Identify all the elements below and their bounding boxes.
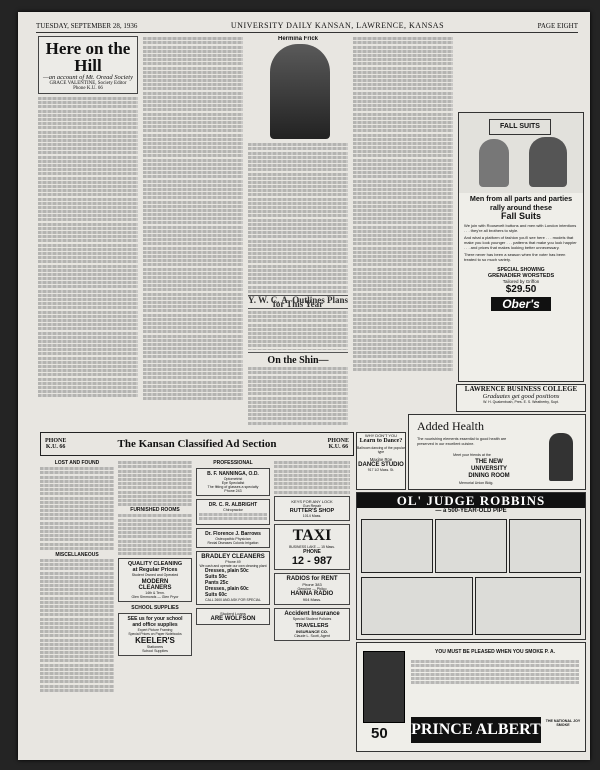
- radios-name: HANNA RADIO: [290, 590, 334, 597]
- dance-studio: DANCE STUDIO: [358, 462, 404, 468]
- nanninga-title: Optometrist: [223, 477, 243, 481]
- comic-panel-4: [361, 577, 473, 635]
- dance-q2: Learn to Dance?: [359, 438, 403, 444]
- see-l1: SEE us for your school: [127, 616, 183, 623]
- classified-header: [40, 432, 354, 456]
- barrows-body: Rectal Diseases Colonic Irrigation: [207, 540, 259, 545]
- added-health-meet: Meet your friends at the: [453, 453, 491, 457]
- student-l2: ARE WOLFSON: [210, 615, 256, 622]
- hill-title: Here on the Hill: [45, 39, 131, 75]
- portrait-photo: [270, 44, 330, 139]
- added-health-addr: Memorial Union Bldg.: [459, 481, 494, 485]
- column-1: [38, 36, 138, 426]
- taxi-sub: BUSINESS LAKE — 15 Mass.: [289, 544, 335, 549]
- added-health-names: [449, 459, 529, 480]
- bradley-phone: Phone 49: [225, 559, 241, 564]
- bradley-price-3: 60c: [240, 585, 249, 592]
- student-loans-ad: [196, 608, 270, 625]
- quality-l1: QUALITY CLEANING: [127, 561, 183, 568]
- rutter-l1: KEYS FOR ANY LOCK: [291, 498, 333, 504]
- column-4-text: [353, 37, 453, 371]
- accident-title: Accident Insurance: [284, 610, 340, 617]
- taxi-phone-label: PHONE: [303, 548, 321, 555]
- added-health-body: The nourishing elements essential to good health are preserved in our excellent cuisine.: [417, 437, 507, 446]
- bradley-footer: CALL 2600 AND ASK FOR SPECIAL: [205, 597, 261, 602]
- column-2-text: [143, 37, 243, 400]
- phone-number-left: K.U. 66: [45, 444, 66, 450]
- hill-phone: Phone K.U. 66: [73, 86, 103, 91]
- fall-price: $29.50: [505, 283, 537, 295]
- accident-insurance-ad: [274, 608, 350, 641]
- rutter-l3: RUTTER'S SHOP: [289, 507, 335, 514]
- nanninga-ad: [196, 468, 270, 496]
- barrows-ad: [196, 528, 270, 548]
- quality-cleaning-ad: [118, 558, 192, 602]
- judge-subtitle: — a 500-YEAR-OLD PIPE: [435, 508, 507, 514]
- fall-headline: [459, 193, 583, 221]
- bradley-name: BRADLEY CLEANERS: [201, 553, 265, 560]
- accident-name2: INSURANCE CO.: [295, 628, 328, 634]
- waiter-figure: [549, 433, 573, 481]
- classified-title: The Kansan Classified Ad Section: [117, 438, 277, 450]
- prince-box-number: 50: [371, 725, 388, 742]
- nanninga-name: B. F. NANNINGA, O.D.: [207, 471, 259, 477]
- taxi-number: 12 - 987: [291, 554, 333, 567]
- radios-body: Genuine — Philco: [297, 586, 327, 591]
- lbc-subtitle: Graduates get good positions: [482, 393, 560, 400]
- lawrence-business-college-ad: [456, 384, 586, 412]
- comic-panel-3: [509, 519, 581, 573]
- added-health-title: Added Health: [417, 419, 484, 433]
- hill-editor: GRACE VALENTINE, Society Editor: [49, 81, 127, 86]
- dance-studio-ad: [356, 432, 406, 490]
- barrows-title: Osteopathic Physician: [215, 536, 251, 541]
- fall-special: SPECIAL SHOWING: [497, 266, 545, 273]
- keelers-ad: [118, 613, 192, 656]
- keelers-name3: School Supplies: [142, 649, 168, 654]
- masthead-date: TUESDAY, SEPTEMBER 28, 1936: [36, 22, 138, 30]
- fall-suits-illustration: [459, 113, 583, 193]
- see-l2: and office supplies: [132, 622, 178, 629]
- bradley-item-0: Dresses, plain: [205, 567, 239, 574]
- fall-body-3: There never has been a season when the voter has been treated to so much variety.: [464, 251, 566, 262]
- fall-body: [459, 221, 583, 264]
- dance-addr: 917 1/2 Mass. St.: [367, 468, 395, 472]
- accident-name: TRAVELERS: [295, 622, 329, 629]
- lbc-names: W. H. Quakenbush, Pres. E. S. Weatherby, Supt.: [483, 400, 559, 404]
- comic-panel-2: [435, 519, 507, 573]
- phone-number-right: K.U. 66: [328, 444, 349, 450]
- taxi-title: TAXI: [292, 526, 332, 544]
- fall-suits-ad: [458, 112, 584, 382]
- dance-school: Maxine Roe: [369, 457, 393, 462]
- prince-body: [411, 659, 579, 685]
- nanninga-body2: The fitting of glasses a specialty: [207, 485, 259, 489]
- shin-headline: On the Shin—: [267, 355, 329, 366]
- donkey-figure: [479, 139, 509, 187]
- quality-l4: MODERN: [141, 579, 169, 586]
- bradley-ad: [196, 551, 270, 605]
- added-name-2: UNIVERSITY: [470, 466, 507, 472]
- quality-l2: at Regular Prices: [132, 567, 178, 574]
- phone-label-right: PHONE: [327, 438, 349, 444]
- rutter-ad: [274, 496, 350, 521]
- taxi-ad: [274, 524, 350, 570]
- column-2: [143, 36, 243, 426]
- masthead-page: PAGE EIGHT: [537, 22, 578, 30]
- student-l1: Student Loans: [220, 610, 246, 616]
- rutter-l2: Gun Repair: [302, 503, 322, 508]
- prince-name: PRINCE ALBERT: [411, 717, 541, 743]
- column-1-text: [38, 97, 138, 397]
- masthead: [36, 16, 578, 33]
- fall-body-2: And what a platform of fashion you'll see here . . . models that make you look younger . . . patterns that make you look happier . . . and prices that makes looking better unnecessary.: [464, 234, 577, 250]
- classified-phone-left: [45, 438, 66, 450]
- bradley-price-4: 60c: [218, 591, 227, 598]
- lbc-title: LAWRENCE BUSINESS COLLEGE: [464, 385, 578, 393]
- see-l4: Special Prices on Paper Notebooks: [128, 632, 182, 637]
- phone-label-left: PHONE: [45, 438, 67, 444]
- radios-phone: Phone 383: [302, 581, 322, 587]
- ywca-headline: Y. W. C. A. Outlines Plans for This Year: [248, 294, 348, 309]
- see-l3: Expert Picture Framing: [137, 628, 173, 633]
- fall-headline-1: Men from all parts and parties rally around these: [469, 194, 573, 212]
- bradley-prices: [199, 568, 267, 598]
- classified-col-3: [196, 460, 270, 750]
- judge-robbins-ad: [356, 492, 586, 640]
- hill-subtitle: —an account of Mt. Oread Society: [42, 74, 134, 81]
- nanninga-body: Eye Specialist: [221, 481, 245, 485]
- judge-title: OL' JUDGE ROBBINS: [357, 493, 585, 508]
- accident-name3: Claude L. Scott, Agent: [294, 633, 330, 638]
- bradley-price-0: 50c: [240, 567, 249, 574]
- hill-header: [38, 36, 138, 94]
- added-name-3: DINING ROOM: [468, 473, 510, 479]
- dance-q: WHY DON'T YOU: [364, 433, 398, 438]
- keelers-name2: Stationers: [146, 645, 164, 650]
- fall-body-1: We join with Roosevelt buttons and men with London intentions . . . they're all brothers to style.: [464, 222, 577, 233]
- fall-suits-sign: FALL SUITS: [489, 119, 551, 135]
- classified-col-2: [118, 460, 192, 750]
- added-health-ad: [408, 414, 586, 490]
- professional-heading: PROFESSIONAL: [213, 460, 253, 466]
- comic-panel-1: [361, 519, 433, 573]
- keelers-name: KEELER'S: [135, 636, 175, 646]
- comic-panel-5: [475, 577, 581, 635]
- albright-title: Chiropractor: [223, 508, 243, 512]
- added-name-1: THE NEW: [475, 459, 503, 465]
- dance-text: Ballroom dancing of the popular type: [357, 446, 405, 454]
- prince-headline: YOU MUST BE PLEASED WHEN YOU SMOKE P. A.: [435, 649, 555, 655]
- albright-name: DR. C. R. ALBRIGHT: [208, 502, 258, 508]
- furnished-heading: FURNISHED ROOMS: [130, 507, 180, 514]
- radios-addr: 904 Mass.: [302, 596, 322, 602]
- classified-col-4: [274, 460, 350, 750]
- shin-column: [248, 350, 348, 428]
- quality-l7: Glen Simmonds — Glen Pryor: [131, 595, 179, 600]
- masthead-title: UNIVERSITY DAILY KANSAN, LAWRENCE, KANSAS: [230, 21, 445, 30]
- newspaper-page: [18, 12, 590, 760]
- column-4: [353, 36, 453, 426]
- quality-l6: 14th & Tenn.: [145, 591, 165, 596]
- fall-special3: Tailored by Griffon: [502, 278, 540, 284]
- barrows-name: Dr. Florence J. Barrows: [205, 530, 261, 537]
- misc-heading: MISCELLANEOUS: [55, 551, 99, 558]
- accident-body: Special Student Policies: [292, 616, 332, 621]
- photo-caption: Hermina Frick: [277, 36, 319, 42]
- bradley-item-1: Suits: [205, 573, 218, 580]
- radios-ad: [274, 573, 350, 605]
- bradley-price-1: 50c: [218, 573, 227, 580]
- obers-logo: Ober's: [491, 297, 551, 311]
- albright-ad: [196, 499, 270, 525]
- bradley-item-2: Pants: [205, 579, 219, 586]
- bradley-price-2: 25c: [220, 579, 229, 586]
- tobacco-tin: [363, 651, 405, 723]
- classified-col-1: [40, 460, 114, 750]
- quality-l5: CLEANERS: [138, 585, 172, 592]
- fall-headline-2: Fall Suits: [500, 211, 541, 221]
- bradley-body: We cash and operate our own cleaning plant: [199, 563, 267, 568]
- quality-l3: Student Owned and Operated: [131, 573, 179, 578]
- fall-special2: GRENADIER WORSTEDS: [487, 272, 555, 279]
- school-supplies-heading: SCHOOL SUPPLIES: [131, 605, 179, 612]
- bradley-item-3: Dresses, plain: [205, 585, 239, 592]
- bradley-item-4: Suits: [205, 591, 218, 598]
- prince-tag: THE NATIONAL JOY SMOKE: [545, 719, 581, 727]
- radios-title: RADIOS for RENT: [286, 575, 338, 582]
- elephant-figure: [529, 137, 567, 187]
- rutter-l4: 1014 Mass.: [302, 513, 322, 518]
- prince-albert-ad: [356, 642, 586, 752]
- nanninga-phone: Phone 243: [224, 489, 242, 493]
- lost-found-heading: LOST AND FOUND: [54, 460, 100, 466]
- classified-phone-right: [328, 438, 349, 450]
